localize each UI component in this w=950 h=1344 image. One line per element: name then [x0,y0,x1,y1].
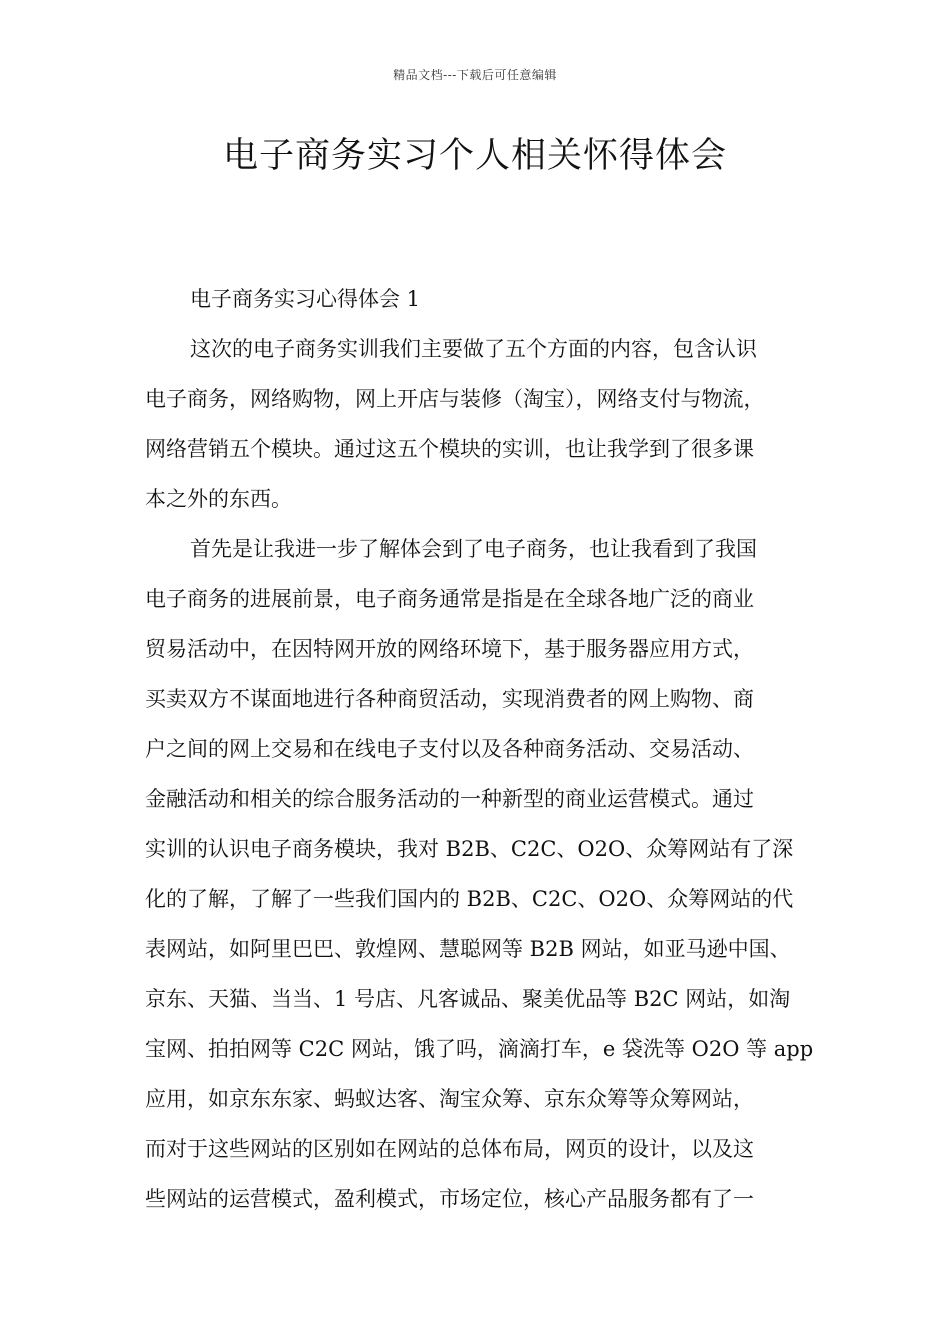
paragraph-2-line: 而对于这些网站的区别如在网站的总体布局，网页的设计，以及这 [145,1137,754,1161]
page-header: 精品文档---下载后可任意编辑 [393,68,557,82]
paragraph-2-line: 金融活动和相关的综合服务活动的一种新型的商业运营模式。通过 [145,787,754,811]
paragraph-2-line: 实训的认识电子商务模块，我对 B2B、C2C、O2O、众筹网站有了深 [145,837,794,861]
paragraph-2-line: 京东、天猫、当当、1 号店、凡客诚品、聚美优品等 B2C 网站，如淘 [145,987,791,1011]
paragraph-2-line: 电子商务的进展前景，电子商务通常是指是在全球各地广泛的商业 [145,587,754,611]
paragraph-2-line: 化的了解，了解了一些我们国内的 B2B、C2C、O2O、众筹网站的代 [145,887,794,911]
paragraph-2-line: 宝网、拍拍网等 C2C 网站，饿了吗，滴滴打车，e 袋洗等 O2O 等 app [145,1037,814,1061]
paragraph-1-line: 网络营销五个模块。通过这五个模块的实训，也让我学到了很多课 [145,437,754,461]
paragraph-2-line: 贸易活动中，在因特网开放的网络环境下，基于服务器应用方式， [145,637,754,661]
paragraph-1-line: 这次的电子商务实训我们主要做了五个方面的内容，包含认识 [190,337,757,361]
section-heading: 电子商务实习心得体会 1 [190,287,421,311]
paragraph-1-line: 电子商务，网络购物，网上开店与装修（淘宝），网络支付与物流， [145,387,765,411]
paragraph-2-line: 首先是让我进一步了解体会到了电子商务，也让我看到了我国 [190,537,757,561]
document-title: 电子商务实习个人相关怀得体会 [222,136,727,176]
paragraph-2-line: 买卖双方不谋面地进行各种商贸活动，实现消费者的网上购物、商 [145,687,754,711]
paragraph-2-line: 些网站的运营模式，盈利模式，市场定位，核心产品服务都有了一 [145,1187,754,1211]
paragraph-2-line: 户之间的网上交易和在线电子支付以及各种商务活动、交易活动、 [145,737,754,761]
paragraph-1-line: 本之外的东西。 [145,487,292,511]
paragraph-2-line: 应用，如京东东家、蚂蚁达客、淘宝众筹、京东众筹等众筹网站， [145,1087,754,1111]
document-body [145,282,825,1232]
paragraph-2-line: 表网站，如阿里巴巴、敦煌网、慧聪网等 B2B 网站，如亚马逊中国、 [145,937,791,961]
